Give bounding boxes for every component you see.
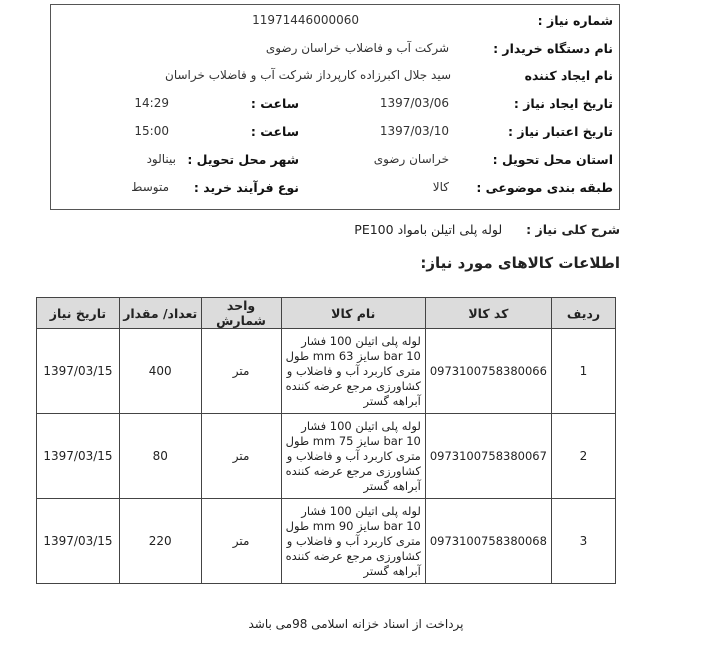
cell-row-number: 2 [551,414,615,499]
table-row [37,499,616,584]
category-value: کالا [432,180,449,194]
validity-date-label: تاریخ اعتبار نیاز : [508,124,613,139]
creator-row [51,68,619,94]
created-time-label: ساعت : [250,96,299,111]
header-code: کد کالا [425,298,551,329]
items-table-header [37,298,616,329]
general-description-label: شرح کلی نیاز : [526,222,620,237]
buyer-org-value: شرکت آب و فاضلاب خراسان رضوی [265,41,449,55]
creator-value: سید جلال اکبرزاده کارپرداز شرکت آب و فاضلاب خراسان [165,68,451,82]
cell-code: 0973100758380066 [425,329,551,414]
items-table [36,297,616,584]
cell-date: 1397/03/15 [37,414,120,499]
cell-qty: 80 [119,414,201,499]
created-date-label: تاریخ ایجاد نیاز : [513,96,613,111]
need-number-label: شماره نیاز : [537,13,613,28]
validity-time-label: ساعت : [250,124,299,139]
header-row-number: ردیف [551,298,615,329]
cell-code: 0973100758380068 [425,499,551,584]
category-row [51,180,619,206]
buyer-org-row [51,41,619,67]
cell-name: لوله پلی اتیلن 100 فشار 10 bar سایز 90 mm طول متری کاربرد آب و فاضلاب و کشاورزی مرجع عرضه کننده آبراهه گستر [281,499,425,584]
header-qty: تعداد/ مقدار [119,298,201,329]
delivery-city-value: بینالود [146,152,176,166]
process-type-label: نوع فرآیند خرید : [193,180,299,195]
cell-qty: 220 [119,499,201,584]
buyer-org-label: نام دستگاه خریدار : [493,41,613,56]
need-info-box [50,4,620,210]
delivery-row [51,152,619,178]
general-description-text: لوله پلی اتیلن بامواد PE100 [354,222,503,237]
table-row [37,329,616,414]
created-date-value: 1397/03/06 [379,96,449,110]
need-number-row [51,13,619,39]
cell-row-number: 3 [551,499,615,584]
cell-unit: متر [201,499,281,584]
validity-time-value: 15:00 [134,124,169,138]
items-section-title: اطلاعات کالاهای مورد نیاز: [420,254,620,272]
delivery-city-label: شهر محل تحویل : [187,152,299,167]
cell-name: لوله پلی اتیلن 100 فشار 10 bar سایز 75 mm طول متری کاربرد آب و فاضلاب و کشاورزی مرجع عرضه کننده آبراهه گستر [281,414,425,499]
delivery-province-label: استان محل تحویل : [492,152,613,167]
cell-unit: متر [201,414,281,499]
general-description [354,222,620,237]
creator-label: نام ایجاد کننده [524,68,613,83]
process-type-value: متوسط [131,180,169,194]
payment-note: پرداخت از اسناد خزانه اسلامی 98می باشد [248,617,464,631]
header-date: تاریخ نیاز [37,298,120,329]
need-number-value: 11971446000060 [252,13,359,27]
cell-code: 0973100758380067 [425,414,551,499]
cell-date: 1397/03/15 [37,329,120,414]
created-date-row [51,96,619,122]
category-label: طبقه بندی موضوعی : [476,180,613,195]
header-name: نام کالا [281,298,425,329]
cell-qty: 400 [119,329,201,414]
cell-row-number: 1 [551,329,615,414]
delivery-province-value: خراسان رضوی [373,152,449,166]
validity-date-value: 1397/03/10 [379,124,449,138]
header-unit: واحد شمارش [201,298,281,329]
cell-unit: متر [201,329,281,414]
table-row [37,414,616,499]
created-time-value: 14:29 [134,96,169,110]
cell-date: 1397/03/15 [37,499,120,584]
validity-date-row [51,124,619,150]
cell-name: لوله پلی اتیلن 100 فشار 10 bar سایز 63 mm طول متری کاربرد آب و فاضلاب و کشاورزی مرجع عرضه کننده آبراهه گستر [281,329,425,414]
